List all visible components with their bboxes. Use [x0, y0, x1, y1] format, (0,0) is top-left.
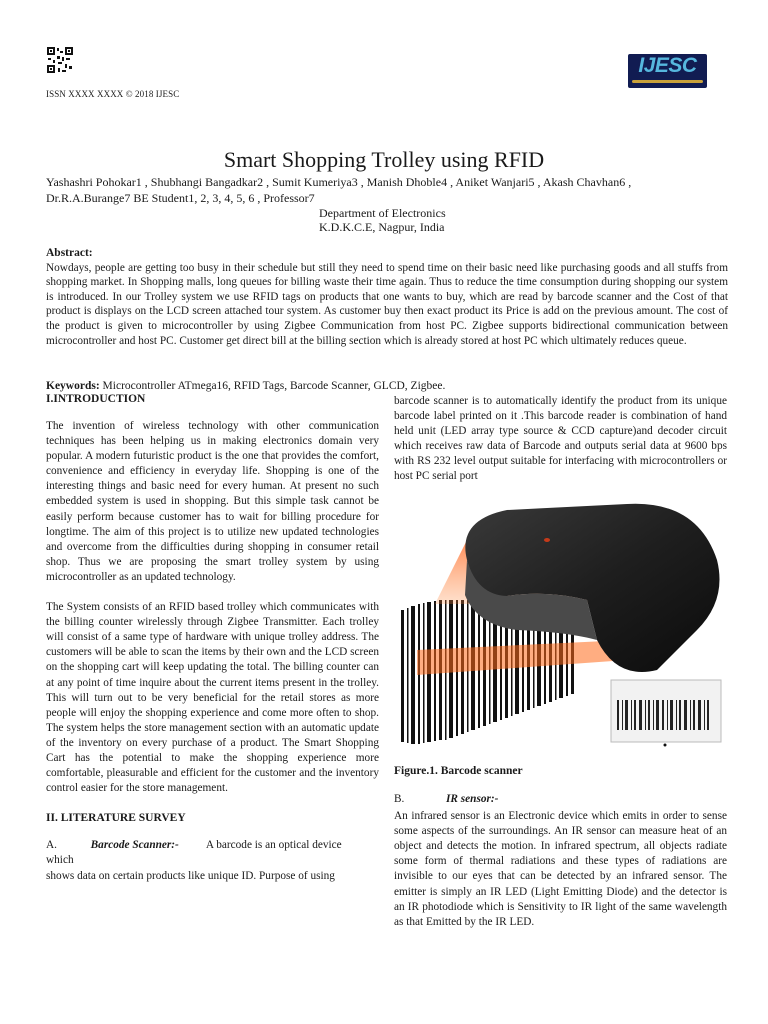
abstract-heading: Abstract: [46, 247, 93, 259]
subsection-a-text-1: A barcode is an optical device [205, 839, 342, 852]
figure-caption: Figure.1. Barcode scanner [394, 765, 523, 777]
intro-paragraph-2: The System consists of an RFID based trolley which communicates with the billing counter wirelessly through Zigbee Transmitter. Each trolley will consist of a same type of hardware with unique trolley address. The customers will be able to scan the items by their own and the LCD screen on the shopping cart will keep updating the total. The billing counter can at any point of time inquire about the current items present in the trolley. This will turn out to be very beneficial for the retail stores as more people will enjoy the shopping experience and come more often to shop. The system helps the store management section with an automatic update of the inventory on every purchase of a product. The Smart Shopping Cart has the potential to make the shopping experience more comfortable, pleasurable and efficient for the customer and the inventory control easier for the store management. [46, 601, 379, 795]
subsection-b-text: An infrared sensor is an Electronic device which emits in order to sense some aspects of the surroundings. An IR sensor can measure heat of an object and detects the motion. In infrared spectrum, all objects radiate some form of thermal radiations and these types of radiations are invisible to our eyes that can be detected by an infrared sensor. The emitter is simply an IR LED (Light Emitting Diode) and the detector is an IR photodiode which is Sensitivity to IR light of the same wavelength as that Emitted by the IR LED. [394, 810, 727, 928]
department: Department of Electronics [319, 206, 446, 220]
left-column [46, 419, 379, 884]
college: K.D.K.C.E, Nagpur, India [319, 220, 445, 234]
subsection-b-letter: B. [394, 793, 405, 805]
subsection-b [394, 792, 727, 930]
author-line-1: Yashashri Pohokar1 , Shubhangi Bangadkar2 , Sumit Kumeriya3 , Manish Dhoble4 , Aniket Wanjari5 , Akash Chavhan6 , [46, 175, 632, 189]
subsection-a-text-3: shows data on certain products like unique ID. Purpose of using [46, 869, 335, 882]
logo-swoosh [632, 80, 703, 83]
author-line-2: Dr.R.A.Burange7 BE Student1, 2, 3, 4, 5, 6 , Professor7 [46, 191, 315, 205]
barcode-scanner-image [397, 500, 729, 750]
keywords-label: Keywords: [46, 380, 100, 392]
subsection-a [46, 838, 379, 883]
logo-text: IJESC [638, 54, 697, 77]
literature-heading: II. LITERATURE SURVEY [46, 812, 186, 825]
paper-title: Smart Shopping Trolley using RFID [223, 147, 545, 172]
journal-logo [628, 54, 707, 88]
keywords-line [46, 380, 445, 392]
barcode-paragraph: barcode scanner is to automatically identify the product from its unique barcode label printed on it .This barcode reader is combination of hand held unit (LED array type source & CCD capture)and decoder circuit which receives raw data of Barcode and outputs serial data at 9600 bps with RS 232 level output suitable for interfacing with microcontrollers or host PC serial port [394, 395, 727, 483]
qr-code-icon [46, 46, 74, 74]
introduction-heading: I.INTRODUCTION [46, 393, 146, 405]
subsection-a-letter: A. [46, 839, 57, 852]
keywords-text: Microcontroller ATmega16, RFID Tags, Barcode Scanner, GLCD, Zigbee. [99, 380, 446, 392]
issn-line: ISSN XXXX XXXX © 2018 IJESC [46, 89, 180, 99]
intro-paragraph-1: The invention of wireless technology with other communication techniques has been helping us in making electronics domain very popular. A modern futuristic product is the one that provides the comfort, convenience and efficiency in everyday life. Shopping is one of the interesting things and basic need for every human. At present no such embedded system is used in shopping. But this simple task cannot be easily perform because customer has to wait for billing procedure for longtime. The aim of this project is to utilize new updated technologies and overcome from the difficulties during shopping in consumer retail shop. Thus we are proposing the smart trolley system by using microcontroller as an updated technology. [46, 420, 379, 583]
subsection-a-title: Barcode Scanner:- [90, 839, 179, 852]
abstract-section [46, 246, 728, 348]
subsection-b-title: IR sensor:- [446, 793, 499, 805]
subsection-a-text-2: which [46, 854, 74, 867]
right-column [394, 394, 727, 500]
abstract-text: Nowdays, people are getting too busy in their schedule but still they need to spend time on their basic need like purchasing goods and all stuffs from shopping market. In Shopping malls, long queues for billing waste their time again. Thus to reduce the time consumption during shopping our system is introduced. In our Trolley system we use RFID tags on products that one wants to buy, which are read by barcode scanner and the Cost of that product is displays on the LCD screen attached tour system. As customer buy then exact product its Price is add on the previous amount. The cost of the product is given to microcontroller by using Zigbee Communication from host PC. Zigbee supports bidirectional communication between microcontroller and host PC. Customer get direct bill at the billing section which is already stored at host PC which ultimately reduces queue. [46, 261, 728, 347]
